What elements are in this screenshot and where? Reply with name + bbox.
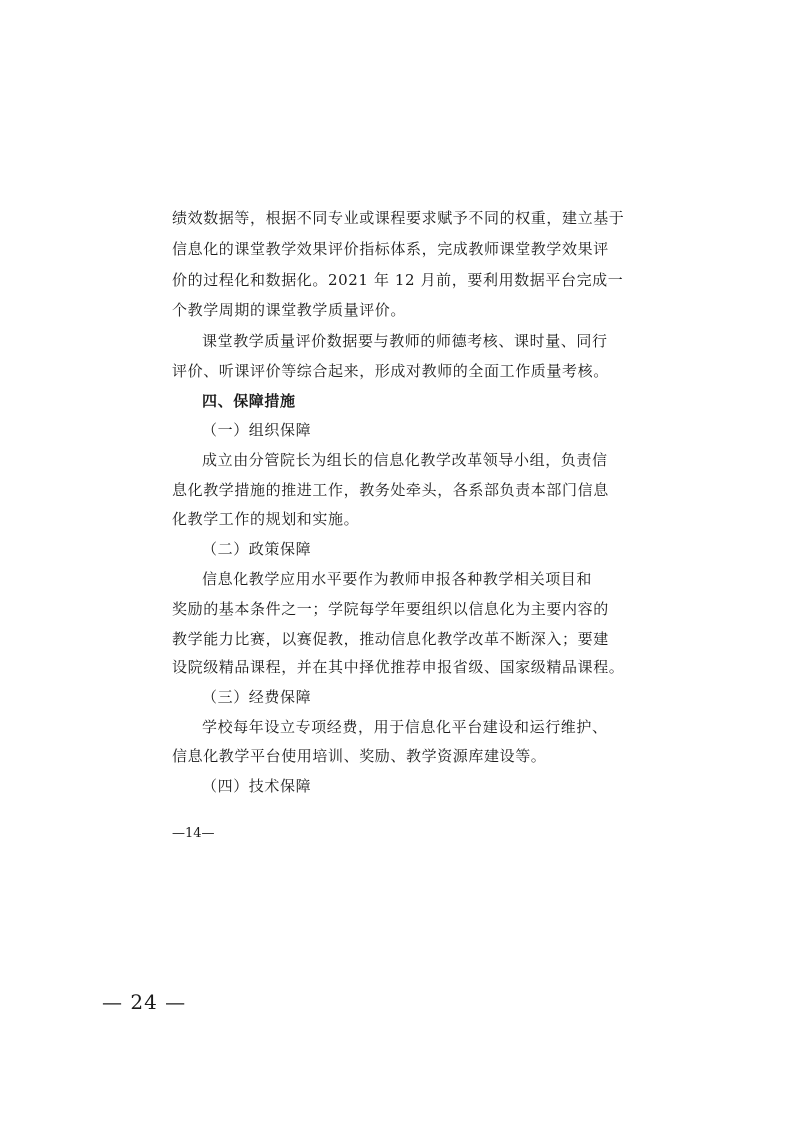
outer-page-number: — 24 —: [102, 990, 187, 1014]
inner-page-number: —14—: [172, 826, 215, 841]
body-line: 信息化的课堂教学效果评价指标体系，完成教师课堂教学效果评: [172, 240, 609, 258]
body-line: 信息化教学平台使用培训、奖励、教学资源库建设等。: [172, 747, 547, 765]
subsection-heading: （二）政策保障: [202, 540, 312, 558]
body-line: 个教学周期的课堂教学质量评价。: [172, 301, 407, 319]
body-line: 课堂教学质量评价数据要与教师的师德考核、课时量、同行: [202, 332, 608, 350]
section-heading: 四、保障措施: [202, 392, 296, 410]
body-line: 价的过程化和数据化。2021 年 12 月前，要利用数据平台完成一: [172, 271, 624, 289]
body-line: 学校每年设立专项经费，用于信息化平台建设和运行维护、: [202, 718, 608, 736]
body-line: 息化教学措施的推进工作，教务处牵头，各系部负责本部门信息: [172, 481, 609, 499]
body-line: 成立由分管院长为组长的信息化教学改革领导小组，负责信: [202, 451, 608, 469]
body-line: 教学能力比赛，以赛促教，推动信息化教学改革不断深入；要建: [172, 630, 609, 648]
body-line: 绩效数据等，根据不同专业或课程要求赋予不同的权重，建立基于: [172, 209, 625, 227]
body-line: 奖励的基本条件之一；学院每学年要组织以信息化为主要内容的: [172, 600, 609, 618]
body-line: 设院级精品课程，并在其中择优推荐申报省级、国家级精品课程。: [172, 658, 625, 676]
subsection-heading: （三）经费保障: [202, 688, 312, 706]
subsection-heading: （四）技术保障: [202, 777, 312, 795]
body-line: 评价、听课评价等综合起来，形成对教师的全面工作质量考核。: [172, 362, 609, 380]
subsection-heading: （一）组织保障: [202, 421, 312, 439]
body-line: 化教学工作的规划和实施。: [172, 510, 360, 528]
body-line: 信息化教学应用水平要作为教师申报各种教学相关项目和: [202, 570, 593, 588]
